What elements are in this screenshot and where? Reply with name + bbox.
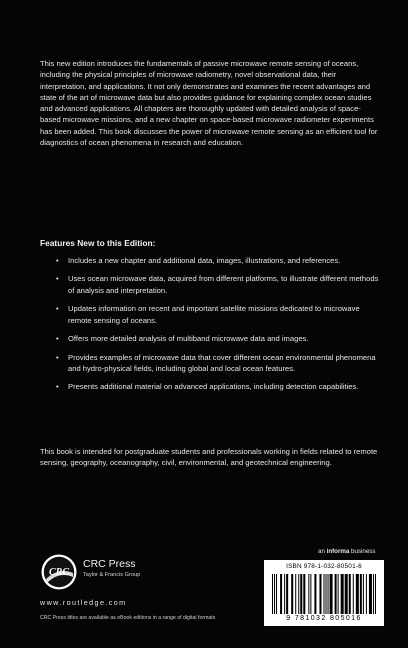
isbn-label: ISBN 978-1-032-80501-6	[286, 563, 362, 570]
barcode-bar	[310, 574, 311, 614]
barcode-panel	[264, 560, 384, 626]
barcode-bar	[308, 574, 309, 614]
barcode-bar	[338, 574, 339, 614]
barcode-bar	[286, 574, 288, 614]
barcode-bar	[284, 574, 285, 614]
barcode-bar	[360, 574, 362, 614]
barcode-bar	[319, 574, 321, 614]
feature-item	[56, 273, 380, 296]
barcode-bar	[369, 574, 372, 614]
barcode-bar	[314, 574, 316, 614]
feature-text: Presents additional material on advanced applications, including detection capabilities.	[68, 382, 359, 392]
ebook-note: CRC Press titles are available as eBook editions in a range of digital formats	[40, 615, 216, 621]
crc-logo-icon	[40, 553, 78, 596]
publisher-group: Taylor & Francis Group	[83, 572, 141, 578]
intro-paragraph: This new edition introduces the fundamentals of passive microwave remote sensing of oceans, including the physical principles of microwave radiometry, novel observational data, their interpretation, and applications. It not only demonstrates and examines the recent advantages and state of the art of microwave data but also provides guidance for explaining complex ocean studies and advanced applications. All chapters are thoroughly updated with detailed analysis of space-based microwave missions, and a new chapter on space-based microwave radiometer experiments has been added. This book discusses the power of microwave remote sensing as an efficient tool for diagnostics of ocean phenomena in research and education.	[40, 59, 378, 148]
barcode-bar	[272, 574, 273, 614]
feature-item	[56, 381, 380, 392]
informa-tagline: an informa business	[318, 548, 376, 555]
barcode-bar	[298, 574, 299, 614]
informa-wordmark: informa	[326, 548, 350, 555]
barcode-bar	[326, 574, 327, 614]
feature-item	[56, 333, 380, 344]
publisher-name: CRC Press	[83, 558, 136, 570]
feature-text: Updates information on recent and important satellite missions dedicated to microwave remote sensing of oceans.	[68, 304, 360, 325]
bullet-icon: •	[56, 274, 59, 284]
feature-item	[56, 255, 380, 266]
barcode-bar	[330, 574, 333, 614]
features-list	[56, 255, 380, 400]
barcode-bar	[363, 574, 364, 614]
barcode-bar	[280, 574, 282, 614]
bullet-icon: •	[56, 304, 59, 314]
barcode-bar	[353, 574, 354, 614]
barcode-bar	[328, 574, 329, 614]
website-url[interactable]: www.routledge.com	[40, 598, 127, 607]
barcode-bar	[366, 574, 367, 614]
feature-text: Includes a new chapter and additional data, images, illustrations, and references.	[68, 256, 341, 265]
features-heading: Features New to this Edition:	[40, 238, 156, 248]
barcode-bar	[356, 574, 359, 614]
feature-text: Offers more detailed analysis of multiband microwave data and images.	[68, 334, 309, 344]
barcode-bar	[295, 574, 296, 614]
barcode-bar	[274, 574, 275, 614]
bullet-icon: •	[56, 334, 59, 344]
barcode-bar	[291, 574, 293, 614]
bullet-icon: •	[56, 256, 59, 265]
barcode-bar	[345, 574, 348, 614]
barcode-bar	[375, 574, 376, 614]
barcode-bar	[303, 574, 305, 614]
feature-item	[56, 303, 380, 326]
barcode-bar	[341, 574, 344, 614]
barcode-bar	[373, 574, 374, 614]
feature-item	[56, 352, 380, 375]
bullet-icon: •	[56, 382, 59, 392]
bullet-icon: •	[56, 352, 59, 362]
audience-paragraph: This book is intended for postgraduate students and professionals working in fields related to remote sensing, geography, oceanography, civil, environmental, and geotechnical engineering.	[40, 447, 378, 468]
feature-text: Uses ocean microwave data, acquired from different platforms, to illustrate different methods of analysis and interpretation.	[68, 274, 379, 295]
barcode-bar	[276, 574, 277, 614]
feature-text: Provides examples of microwave data that cover different ocean environmental phenomena and hydro-physical fields, including global and local ocean features.	[68, 352, 376, 373]
barcode-bar	[300, 574, 302, 614]
barcode-bar	[335, 574, 337, 614]
barcode-bar	[324, 574, 325, 614]
barcode-icon	[272, 574, 376, 614]
crc-logo-text: CRC	[48, 567, 70, 578]
barcode-digits: 9 781032 805016	[286, 615, 362, 622]
barcode-bar	[349, 574, 351, 614]
